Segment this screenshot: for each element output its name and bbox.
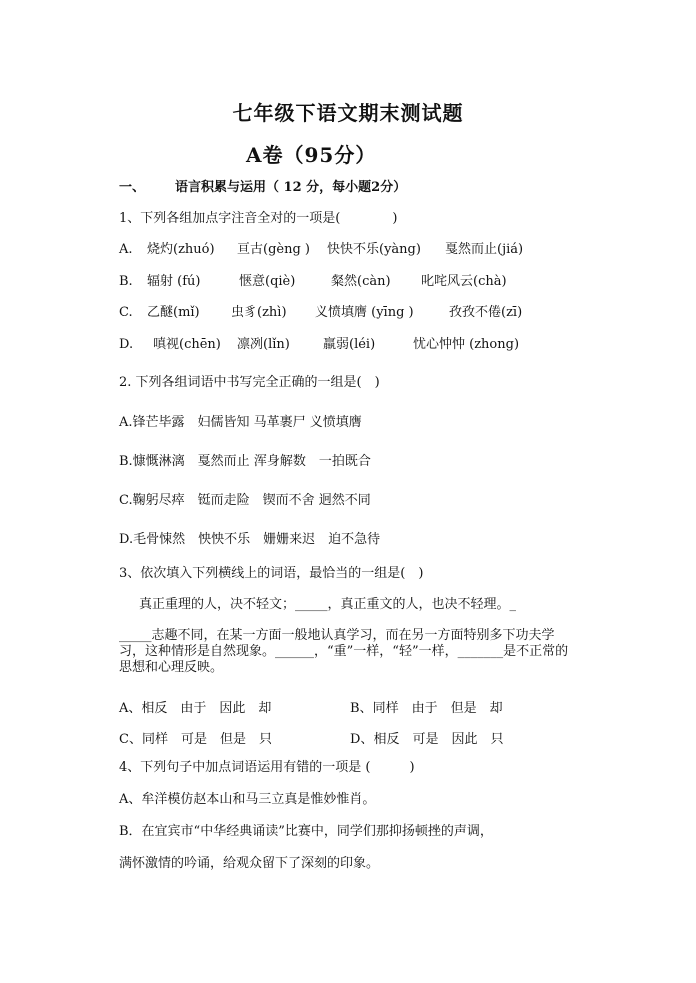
question-2-option-c: C.鞠躬尽瘁 铤而走险 锲而不舍 迥然不同 — [119, 493, 371, 508]
question-3-option-b: B、同样 由于 但是 却 — [350, 701, 503, 716]
question-2-option-d: D.毛骨悚然 怏怏不乐 姗姗来迟 迫不急待 — [119, 532, 381, 547]
question-3-passage-body: _____志趣不同，在某一方面一般地认真学习，而在另一方面特别多下功夫学习，这种情形是自然现象。______，“重”一样，“轻”一样，_______是不正常的思想和心理反映。 — [119, 628, 569, 675]
question-2-stem: 2. 下列各组词语中书写完全正确的一组是( ) — [119, 375, 380, 390]
question-1-stem: 1、下列各组加点字注音全对的一项是( ) — [119, 211, 398, 226]
question-1-option-d: D. 嗔视(chēn) 凛冽(lǐn) 羸弱(léi) 忧心忡忡 (zhong) — [119, 337, 520, 352]
question-2-option-b: B.慷慨淋漓 戛然而止 浑身解数 一拍既合 — [119, 454, 371, 469]
section-heading — [119, 180, 406, 196]
section-number: 一、 — [119, 180, 146, 195]
question-4-option-b-continued: 满怀激情的吟诵，给观众留下了深刻的印象。 — [119, 856, 380, 871]
question-1-option-b: B. 辐射 (fú) 惬意(qiè) 粲然(càn) 叱咤风云(chà) — [119, 274, 507, 289]
section-title: 语言积累与运用（ 12 分，每小题2分） — [175, 180, 407, 195]
question-4-option-a: A、牟洋模仿赵本山和马三立真是惟妙惟肖。 — [119, 792, 376, 807]
question-3-option-d: D、相反 可是 因此 只 — [350, 732, 504, 747]
question-3-stem: 3、依次填入下列横线上的词语，最恰当的一组是( ) — [119, 566, 424, 581]
question-3-option-c: C、同样 可是 但是 只 — [119, 732, 272, 747]
question-4-option-b: B．在宜宾市“中华经典诵读”比赛中，同学们那抑扬顿挫的声调， — [119, 824, 493, 839]
page-subtitle: A卷（95分） — [246, 143, 377, 167]
question-1-option-c: C. 乙醚(mǐ) 虫豸(zhì) 义愤填膺 (yīng ) 孜孜不倦(zī) — [119, 305, 523, 320]
question-3-option-a: A、相反 由于 因此 却 — [119, 701, 272, 716]
question-2-option-a: A.锋芒毕露 妇儒皆知 马革裹尸 义愤填膺 — [119, 415, 362, 430]
page-title: 七年级下语文期末测试题 — [232, 101, 464, 125]
question-3-passage-line1: 真正重理的人，决不轻文；_____，真正重文的人，也决不轻理。_ — [139, 597, 517, 612]
question-4-stem: 4、下列句子中加点词语运用有错的一项是 ( ) — [119, 760, 415, 775]
question-1-option-a: A. 烧灼(zhuó) 亘古(gèng ) 快快不乐(yàng) 戛然而止(jiá) — [119, 242, 524, 257]
